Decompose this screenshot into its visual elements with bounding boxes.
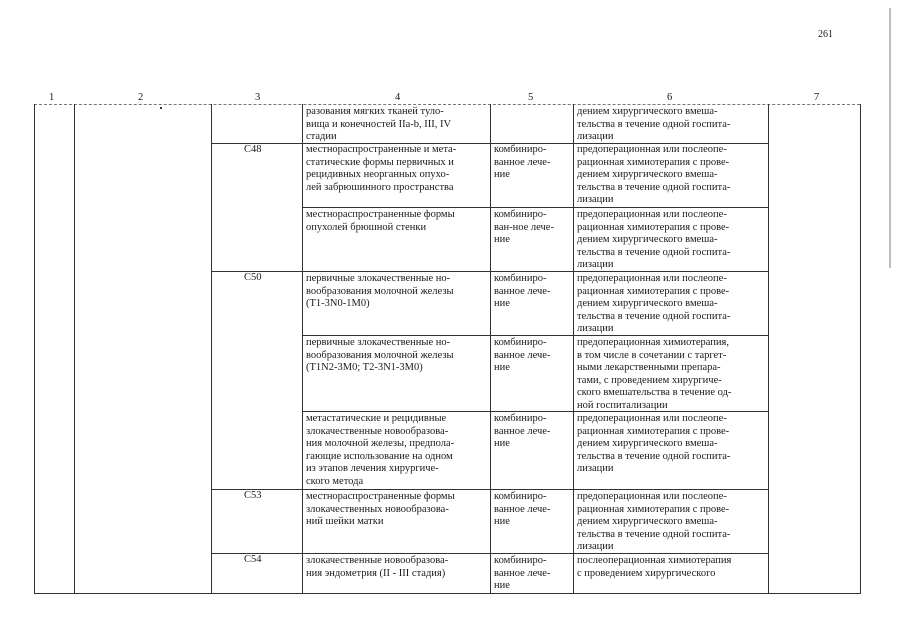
table-cell-method: послеоперационная химиотерапия с проведением хирургического	[577, 555, 732, 579]
column-border	[490, 104, 491, 594]
page-number: 261	[818, 29, 833, 40]
column-border	[860, 104, 861, 594]
table-cell-description: местнораспространенные и мета- статические формы первичных и рецидивных неорганных опухо- лей забрюшинного пространства	[306, 144, 457, 193]
column-number-5: 5	[528, 92, 534, 103]
table-cell-treatment: комбиниро- ванное лече- ние	[494, 144, 551, 181]
table-cell-method: дением хирургического вмеша- тельства в течение одной госпита- лизации	[577, 106, 731, 143]
table-cell-description: злокачественные новообразова- ния эндометрия (II - III стадия)	[306, 555, 449, 579]
table-cell-method: предоперационная или послеопе- рационная химиотерапия с прове- дением хирургического вмеша- тельства в течение одной госпита- лизации	[577, 144, 731, 206]
table-cell-description: разования мягких тканей туло- вища и конечностей IIa-b, III, IV стадии	[306, 106, 452, 143]
table-cell-method: предоперационная или послеопе- рационная химиотерапия с прове- дением хирургического вмеша- тельства в течение одной госпита- лизации	[577, 491, 731, 553]
table-cell-treatment: комбиниро- ванное лече- ние	[494, 491, 551, 528]
column-number-4: 4	[395, 92, 401, 103]
table-cell-treatment: комбиниро- ванное лече- ние	[494, 337, 551, 374]
table-cell-code: C54	[244, 554, 262, 565]
table-cell-treatment: комбиниро- ванное лече- ние	[494, 273, 551, 310]
table-cell-treatment: комбиниро- ван-ное лече- ние	[494, 209, 554, 246]
column-border	[34, 104, 35, 594]
column-number-6: 6	[667, 92, 673, 103]
table-cell-code: C48	[244, 144, 262, 155]
table-cell-description: местнораспространенные формы злокачественных новообразова- ний шейки матки	[306, 491, 455, 528]
column-number-7: 7	[814, 92, 820, 103]
column-border	[74, 104, 75, 594]
column-border	[302, 104, 303, 594]
column-border	[573, 104, 574, 594]
table-cell-code: C50	[244, 272, 262, 283]
table-cell-method: предоперационная или послеопе- рационная химиотерапия с прове- дением хирургического вмеша- тельства в течение одной госпита- лизации	[577, 413, 731, 475]
row-separator	[211, 489, 768, 490]
column-border	[211, 104, 212, 594]
scan-speck	[160, 107, 162, 109]
table-cell-method: предоперационная или послеопе- рационная химиотерапия с прове- дением хирургического вмеша- тельства в течение одной госпита- лизации	[577, 209, 731, 271]
page-edge-shadow	[889, 8, 891, 268]
table-cell-description: местнораспространенные формы опухолей брюшной стенки	[306, 209, 455, 233]
column-number-3: 3	[255, 92, 261, 103]
table-bottom-border	[34, 593, 860, 594]
table-cell-description: метастатические и рецидивные злокачественные новообразова- ния молочной железы, предпола- гающие использование на одном из этапов лечения хирургиче- ского метода	[306, 413, 455, 487]
table-cell-description: первичные злокачественные но- вообразования молочной железы (T1N2-3M0; T2-3N1-3M0)	[306, 337, 454, 374]
column-number-2: 2	[138, 92, 144, 103]
table-cell-description: первичные злокачественные но- вообразования молочной железы (T1-3N0-1M0)	[306, 273, 454, 310]
table-cell-treatment: комбиниро- ванное лече- ние	[494, 555, 551, 592]
table-cell-treatment: комбиниро- ванное лече- ние	[494, 413, 551, 450]
column-number-1: 1	[49, 92, 55, 103]
table-cell-method: предоперационная или послеопе- рационная химиотерапия с прове- дением хирургического вмеша- тельства в течение одной госпита- лизации	[577, 273, 731, 335]
column-border	[768, 104, 769, 594]
row-separator	[302, 207, 768, 208]
table-cell-code: C53	[244, 490, 262, 501]
table-cell-method: предоперационная химиотерапия, в том числе в сочетании с таргет- ными лекарственными препара- тами, с проведением хирургиче- ского вмешательства в течение од- ной госпитализации	[577, 337, 732, 411]
